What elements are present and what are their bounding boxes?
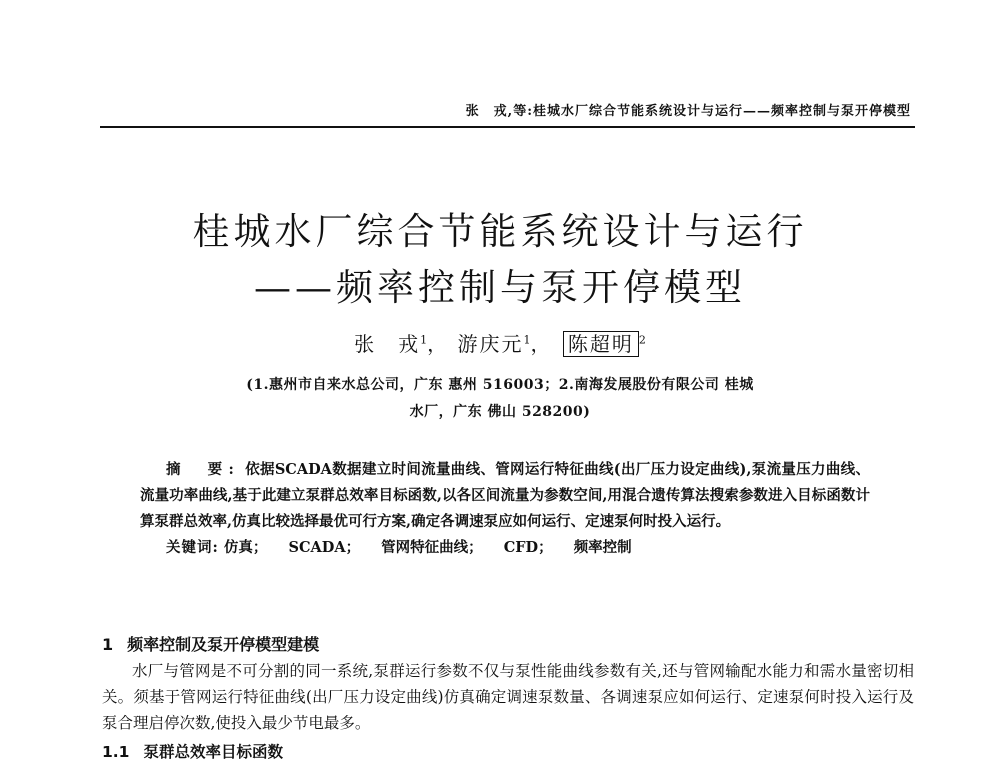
author-affil-mark: 1 <box>523 333 531 347</box>
subsection-number: 1.1 <box>102 743 130 761</box>
author-name: 游庆元 <box>457 332 524 356</box>
keywords-line <box>140 535 870 561</box>
author-affil-mark: 2 <box>638 333 646 347</box>
body-paragraph: 水厂与管网是不可分割的同一系统,泵群运行参数不仅与泵性能曲线参数有关,还与管网输配水能力和需水量密切相关。须基于管网运行特征曲线(出厂压力设定曲线)仿真确定调速泵数量、各调速泵应如何运行、定速泵何时投入运行及泵合理启停次数,使投入最少节电最多。 <box>102 662 914 732</box>
abstract-label: 摘 要: <box>166 461 240 478</box>
keyword-item: CFD； <box>503 539 553 556</box>
section-heading <box>102 632 319 655</box>
author-name: 张 戎 <box>354 332 421 356</box>
keywords-label: 关键词: <box>166 539 219 556</box>
abstract-paragraph <box>140 457 870 535</box>
keyword-item: 频率控制 <box>573 539 632 556</box>
author-separator: ， <box>427 332 450 356</box>
section-title: 频率控制及泵开停模型建模 <box>127 635 320 654</box>
body-text <box>102 658 914 736</box>
author-affil-mark: 1 <box>420 333 428 347</box>
author-list <box>0 328 1000 357</box>
author-separator: ， <box>530 332 553 356</box>
keyword-item: 管网特征曲线； <box>381 539 483 556</box>
keyword-item: SCADA； <box>288 539 361 556</box>
keyword-item: 仿真； <box>223 539 268 556</box>
abstract-text: 依据SCADA数据建立时间流量曲线、管网运行特征曲线(出厂压力设定曲线),泵流量压力曲线、流量功率曲线,基于此建立泵群总效率目标函数,以各区间流量为参数空间,用混合遗传算法搜索参数进入目标函数计算泵群总效率,仿真比较选择最优可行方案,确定各调速泵应如何运行、定速泵何时投入运行。 <box>140 461 870 530</box>
section-number: 1 <box>102 635 114 654</box>
author-name-boxed: 陈超明 <box>563 331 639 357</box>
affiliation-line-2: 水厂，广东 佛山 528200) <box>409 404 591 420</box>
paper-title-line-2: ——频率控制与泵开停模型 <box>254 266 746 309</box>
subsection-title: 泵群总效率目标函数 <box>143 742 283 761</box>
running-header <box>100 0 915 128</box>
subsection-heading <box>102 740 283 762</box>
running-header-text: 张 戎,等:桂城水厂综合节能系统设计与运行——频率控制与泵开停模型 <box>465 104 911 119</box>
paper-title-line-1: 桂城水厂综合节能系统设计与运行 <box>192 210 808 253</box>
abstract-block <box>140 457 870 561</box>
affiliation-line-1: (1.惠州市自来水总公司，广东 惠州 516003；2.南海发展股份有限公司 桂城 <box>246 377 754 393</box>
